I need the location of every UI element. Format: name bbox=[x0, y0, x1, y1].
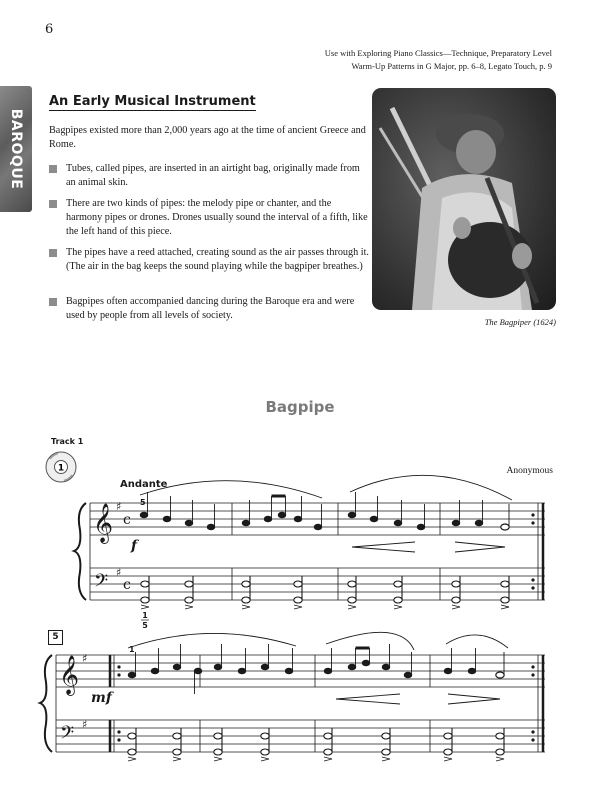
chord bbox=[141, 576, 149, 603]
face bbox=[456, 130, 496, 174]
chord bbox=[214, 728, 222, 755]
cd-disc-icon bbox=[44, 450, 78, 484]
system1-bass-staff bbox=[90, 568, 545, 600]
treble-clef: 𝄞 bbox=[59, 655, 80, 695]
bullet-text: Bagpipes often accompanied dancing during the Baroque era and were used by people from all levels of society. bbox=[66, 296, 355, 321]
chord bbox=[242, 576, 250, 603]
hand bbox=[512, 243, 532, 269]
era-tab-label: BAROQUE bbox=[8, 108, 24, 190]
fingering-5: 5 bbox=[140, 498, 146, 507]
time-signature: c bbox=[123, 577, 131, 593]
fingering-5: 5 bbox=[142, 621, 148, 630]
piece-title: Bagpipe bbox=[265, 398, 335, 416]
bullet-square-icon bbox=[49, 200, 57, 208]
measure-number: 5 bbox=[48, 630, 63, 645]
bullet-text: Tubes, called pipes, are inserted in an airtight bag, originally made from an animal skin. bbox=[66, 163, 360, 188]
chord bbox=[128, 728, 136, 755]
chord bbox=[185, 576, 193, 603]
track-label: Track 1 bbox=[51, 437, 84, 446]
bullet-square-icon bbox=[49, 298, 57, 306]
chord bbox=[173, 728, 181, 755]
key-sharp: ♯ bbox=[116, 566, 122, 579]
fingering-1: 1 bbox=[142, 611, 148, 620]
page-number: 6 bbox=[45, 22, 54, 37]
chord bbox=[261, 728, 269, 755]
bullet-item bbox=[49, 162, 369, 190]
system2-bass-chords bbox=[128, 728, 504, 755]
image-caption: The Bagpiper (1624) bbox=[484, 317, 556, 327]
system1-treble-staff bbox=[90, 503, 545, 535]
system1-bass-chords bbox=[141, 576, 509, 603]
bagpiper-illustration bbox=[372, 88, 556, 310]
bullet-item bbox=[49, 295, 369, 323]
bass-clef: 𝄢 bbox=[94, 571, 109, 596]
system2-bass-staff bbox=[56, 720, 545, 752]
dynamic-forte: f bbox=[131, 538, 138, 554]
reference-line-1: Use with Exploring Piano Classics—Technique, Preparatory Level bbox=[324, 48, 552, 58]
system2-treble-staff bbox=[56, 655, 545, 687]
system1-melody bbox=[140, 492, 509, 530]
tempo-marking: Andante bbox=[120, 479, 168, 490]
track-number: 1 bbox=[57, 463, 65, 474]
chord bbox=[348, 576, 356, 603]
dynamic-mezzo-forte: mf bbox=[91, 690, 112, 706]
hand bbox=[453, 217, 471, 239]
chord bbox=[496, 728, 504, 755]
bullet-item bbox=[49, 197, 369, 239]
chord bbox=[444, 728, 452, 755]
era-tab bbox=[0, 86, 32, 212]
key-sharp: ♯ bbox=[116, 500, 122, 513]
intro-paragraph: Bagpipes existed more than 2,000 years ago at the time of ancient Greece and Rome. bbox=[49, 125, 366, 150]
bullet-text: There are two kinds of pipes: the melody pipe or chanter, and the harmony pipes or drones. Drones usually sound the interval of a fifth, like the left hand of this piece. bbox=[66, 198, 368, 237]
composer: Anonymous bbox=[506, 466, 553, 476]
chord bbox=[394, 576, 402, 603]
chord bbox=[501, 576, 509, 603]
time-signature: c bbox=[123, 512, 131, 528]
chord bbox=[324, 728, 332, 755]
section-title: An Early Musical Instrument bbox=[49, 94, 256, 109]
cd-icon[interactable] bbox=[44, 450, 78, 484]
key-sharp: ♯ bbox=[82, 652, 88, 665]
chord bbox=[294, 576, 302, 603]
bullet-text: The pipes have a reed attached, creating sound as the air passes through it. (The air in the bag keeps the sound playing while the bagpiper breathes.) bbox=[66, 247, 369, 272]
key-sharp: ♯ bbox=[82, 718, 88, 731]
bullet-item bbox=[49, 246, 369, 274]
bullet-square-icon bbox=[49, 165, 57, 173]
fingering-1: 1 bbox=[129, 645, 135, 654]
treble-clef: 𝄞 bbox=[93, 503, 114, 543]
reference-line-2: Warm-Up Patterns in G Major, pp. 6–8, Legato Touch, p. 9 bbox=[351, 61, 552, 71]
system2-melody bbox=[128, 644, 504, 694]
chord bbox=[382, 728, 390, 755]
bass-clef: 𝄢 bbox=[60, 723, 75, 748]
chord bbox=[452, 576, 460, 603]
bagpiper-painting bbox=[372, 88, 556, 310]
bullet-square-icon bbox=[49, 249, 57, 257]
